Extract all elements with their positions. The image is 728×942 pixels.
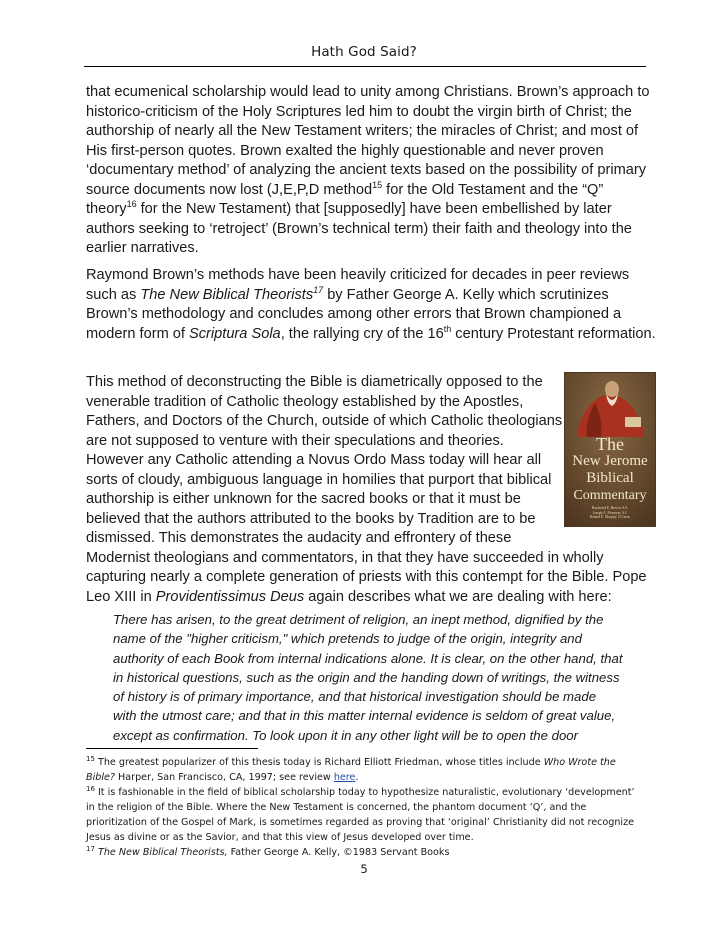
footnote-17 [86,845,646,860]
para3-text-rest-b: again describes what we are dealing with here: [304,588,612,605]
book-title-new-biblical-theorists: The New Biblical Theorists [140,286,314,303]
footnote-16 [86,785,646,845]
footnote-ref-17[interactable]: 17 [313,284,324,295]
footnotes [86,755,646,860]
cover-authors [565,506,655,520]
para3-line-4: are not supposed to venture with their speculations and theories. [86,432,504,449]
para2-text-c: , the rallying cry of the 16 [280,325,444,342]
scriptura-sola-term: Scriptura Sola [189,325,281,342]
encyclical-title: Providentissimus Deus [155,588,305,605]
para3-text-rest-a: Modernist theologians and commentators, in that they have succeeded in wholly capturing nearly a complete generation of priests with this contempt for the Bible. Pope Leo XIII in [86,549,647,605]
paragraph-2 [86,266,656,344]
cover-author-3: Roland E. Murphy, O.Carm. [589,515,631,520]
cover-author-2: Joseph A. Fitzmyer, S.J. [592,510,628,515]
para2-text-a: Raymond Brown’s methods have been heavily criticized for decades in peer reviews such as [86,267,630,303]
running-header: Hath God Said? [311,44,417,60]
footnote-separator [86,748,258,749]
review-link[interactable]: here [333,772,356,783]
cover-title-line-3: Biblical [586,470,634,486]
page-number: 5 [360,862,368,876]
footnote-15-book-title: Who Wrote the Bible? [86,757,616,783]
para3-line-9: dismissed. This demonstrates the audacity and effrontery of these [86,530,512,546]
para2-text-b: by Father George A. Kelly which scrutinizes Brown’s methodology and concludes among other errors that Brown championed a modern form of [86,286,622,342]
para3-line-5: However any Catholic attending a Novus Ordo Mass today will hear all [86,452,542,468]
book-cover-image [565,373,655,526]
footnote-15-text-b: Harper, San Francisco, CA, 1997; see review [115,772,334,783]
para1-text-c: for the New Testament) that [supposedly] have been embellished by later authors seeking to ‘retroject’ (Brown’s technical term) their faith and theology into the earlier narratives. [86,201,632,256]
para2-text-d: century Protestant reformation. [451,325,656,342]
para3-line-6: sorts of cloudy, ambiguous language in homilies that purport that biblical [86,471,552,488]
footnote-15-text-a: The greatest popularizer of this thesis today is Richard Elliott Friedman, whose titles include [94,757,544,768]
footnote-15-text-c: . [355,772,359,783]
para3-line-1: This method of deconstructing the Bible is diametrically opposed to the [86,374,543,390]
para1-text-b: for the Old Testament and the “Q” theory [86,181,604,217]
footnote-15-number: 15 [86,755,95,763]
footnote-17-book-title: The New Biblical Theorists, [94,847,228,858]
header-rule [84,66,646,67]
cover-title-line-1: The [596,434,624,454]
cover-title-line-4: Commentary [573,488,647,503]
footnote-16-text: It is fashionable in the field of biblical scholarship today to hypothesize naturalistic, evolutionary ‘development’ in the religion of the Bible. Where the New Testament is concerned, the phantom document ‘Q’, and the prioritization of the Gospel of Mark, is sometimes regarded as proving that ‘original’ Christianity did not recognize Jesus as divine or as the Savior, and that this view of Jesus developed over time. [86,787,635,843]
cover-author-1: Raymond E. Brown, S.S. [591,506,629,510]
footnote-17-text: Father George A. Kelly, ©1983 Servant Books [227,847,450,858]
ordinal-suffix: th [443,323,452,334]
para3-line-8: believed that the authors attributed to the books by Tradition are to be [86,510,536,527]
footnote-16-number: 16 [86,785,95,793]
para1-text-a: that ecumenical scholarship would lead to unity among Christians. Brown’s approach to historico-criticism of the Holy Scriptures led him to doubt the virgin birth of Christ; the authorship of nearly all the New Testament writers; the miracles of Christ; and most of His first-person quotes. Brown exalted the highly questionable and never proven ‘documentary method’ of analyzing the ancient texts based on the possibility of primary source documents now lost (J,E,P,D method [86,84,650,198]
paragraph-1 [86,83,656,259]
footnote-ref-15[interactable]: 15 [372,179,383,190]
cover-title [565,436,655,504]
para3-line-2: venerable tradition of Catholic theology established by the Apostles, [86,393,524,410]
cover-title-line-2: New Jerome [572,453,648,469]
footnote-17-number: 17 [86,845,95,853]
footnote-15 [86,755,646,785]
para3-line-7: authorship is either unknown for the sacred books or that it must be [86,491,521,507]
block-quote: There has arisen, to the great detriment of religion, an inept method, dignified by the name of the "higher criticism," which pretends to judge of the origin, integrity and authority of each Book from internal indications alone. It is clear, on the other hand, that in historical questions, such as the origin and the handing down of writings, the witness of history is of primary importance, and that historical investigation should be made with the utmost care; and that in this matter internal evidence is seldom of great value, except as confirmation. To look upon it in any other light will be to open the door [113,612,623,743]
para3-line-3: Fathers, and Doctors of the Church, outside of which Catholic theologians [86,413,563,429]
footnote-ref-16[interactable]: 16 [126,199,137,209]
